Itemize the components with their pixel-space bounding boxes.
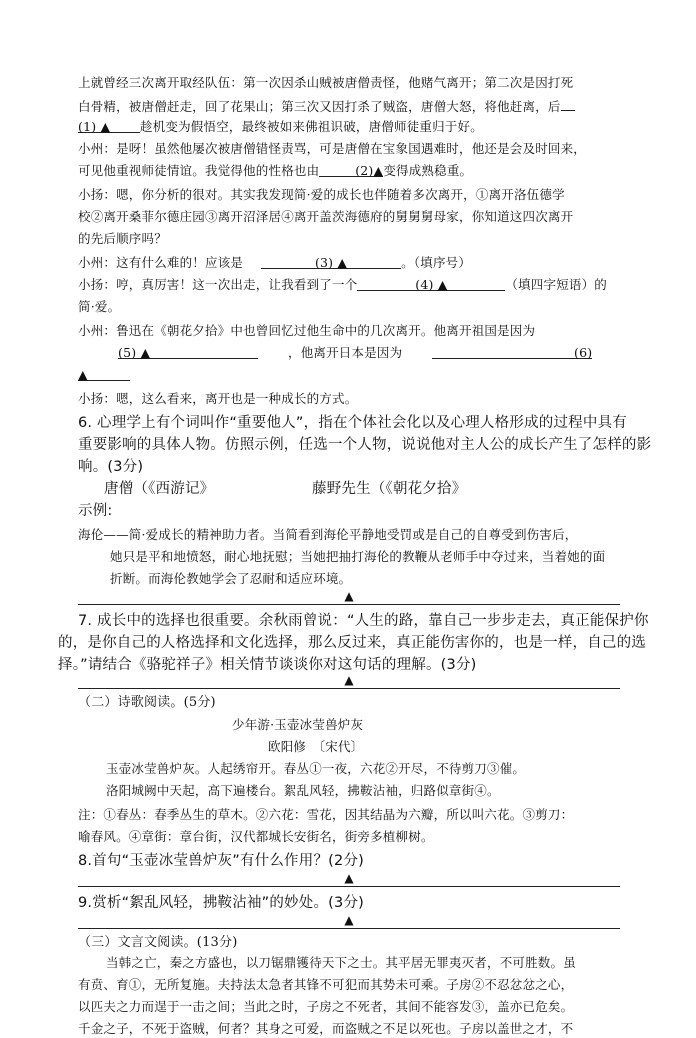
blank-6-continued[interactable]: ▲ [78, 366, 130, 381]
blank-1[interactable]: (1) ▲ [78, 118, 140, 133]
question-9-text: 9.赏析“絮乱风轻，拂鞍沾袖”的妙处。(3分) [78, 895, 364, 911]
option-tangseng[interactable]: 唐僧（《西游记》 [104, 481, 215, 497]
passage-line [78, 366, 130, 384]
passage-line: (5) ▲ ，他离开日本是因为 (6) [118, 345, 593, 360]
passage-line: 小州：是呀！虽然他屡次被唐僧错怪责骂，可是唐僧在宝象国遇难时，他还是会及时回来， [78, 141, 587, 156]
blank-2[interactable]: (2)▲ [319, 162, 383, 177]
blank-6[interactable]: (6) [432, 344, 592, 359]
passage-line: 白骨精，被唐僧赶走，回了花果山；第三次又因打杀了贼盗，唐僧大怒，将他赶离，后 [78, 96, 575, 116]
question-7-text: 的，是你自己的人格选择和文化选择，那么反过来，真正能伤害你的，也是一样，自己的选 [58, 635, 646, 651]
poem-verse: 玉壶冰莹兽炉灰。人起绣帘开。春丛①一夜，六花②开尽，不待剪刀③催。 [106, 761, 526, 776]
answer-line-7[interactable] [78, 688, 620, 689]
classical-text: 以匹夫之力而逞于一击之间；当此之时，子房之不死者，其间不能容发③，盖亦已危矣。 [78, 999, 574, 1014]
passage-line: 小州：鲁迅在《朝花夕拾》中也曾回忆过他生命中的几次离开。他离开祖国是因为 [78, 323, 536, 338]
passage-line: 小州：这有什么难的！应该是 (3) ▲ 。（填序号） [78, 255, 472, 270]
question-6-text: 响。(3分) [78, 459, 144, 475]
blank-4[interactable]: (4) ▲ [357, 276, 505, 291]
answer-line-8[interactable] [78, 886, 620, 887]
question-7-text: 7. 成长中的选择也很重要。余秋雨曾说：“人生的路，靠自己一步步走去，真正能保护你 [78, 613, 649, 629]
passage-line: 小扬：哼，真厉害！这一次出走，让我看到了一个 (4) ▲ （填四字短语）的 [78, 277, 608, 292]
question-7-text: 择。”请结合《骆驼祥子》相关情节谈谈你对这句话的理解。(3分) [58, 657, 477, 673]
answer-marker-7: ▲ [344, 673, 354, 687]
example-text: 海伦——简·爱成长的精神助力者。当简看到海伦平静地受罚或是自己的自尊受到伤害后， [78, 527, 578, 542]
question-6-text: 6. 心理学上有个词叫作“重要他人”，指在个体社会化以及心理人格形成的过程中具有 [78, 415, 627, 431]
example-label: 示例: [78, 503, 113, 519]
poetry-section-heading: （二）诗歌阅读。(5分) [78, 695, 216, 710]
answer-line-6[interactable] [78, 604, 620, 605]
passage-line: 小扬：嗯，你分析的很对。其实我发现简·爱的成长也伴随着多次离开，①离开洛伍德学 [78, 187, 565, 202]
passage-line: (1) ▲ 趁机变为假悟空，最终被如来佛祖识破，唐僧师徒重归于好。 [78, 119, 483, 134]
classical-text: 千金之子，不死于盗贼，何者？其身之可爱，而盗贼之不足以死也。子房以盖世之才，不 [78, 1021, 574, 1036]
answer-marker-8: ▲ [344, 871, 354, 885]
option-fujino[interactable]: 藤野先生（《朝花夕拾》 [312, 481, 467, 497]
blank-line [561, 96, 575, 111]
passage-line: 可见他重视师徒情谊。我觉得他的性格也由 (2)▲变得成熟稳重。 [78, 163, 473, 178]
poem-notes: 注：①春丛：春季丛生的草木。②六花：雪花，因其结晶为六瓣，所以叫六花。③剪刀： [78, 807, 574, 822]
example-text: 她只是平和地愤怒，耐心地抚慰；当她把抽打海伦的教鞭从老师手中夺过来，当着她的面 [110, 549, 606, 564]
passage-line: 的先后顺序吗？ [78, 231, 167, 246]
passage-line: 上就曾经三次离开取经队伍：第一次因杀山贼被唐僧责怪，他赌气离开；第二次是因打死 [78, 75, 574, 90]
passage-line: 简·爱。 [78, 299, 121, 314]
classical-section-heading: （三）文言文阅读。(13分) [78, 935, 238, 950]
poem-verse: 洛阳城阙中天起，高下遍楼台。絮乱风轻，拂鞍沾袖，归路似章街④。 [106, 783, 500, 798]
question-8-text: 8.首句“玉壶冰莹兽炉灰”有什么作用？(2分) [78, 853, 364, 869]
answer-line-9[interactable] [78, 928, 620, 929]
poem-title: 少年游·玉壶冰莹兽炉灰 [232, 717, 364, 732]
blank-5[interactable]: (5) ▲ [118, 344, 258, 359]
poem-notes: 喻春风。④章街：章台街，汉代都城长安街名，街旁多植柳树。 [78, 829, 434, 844]
classical-text: 当韩之亡，秦之方盛也，以刀锯鼎镬待天下之士。其平居无罪夷灭者，不可胜数。虽 [106, 955, 576, 970]
poem-author: 欧阳修 〔宋代〕 [268, 739, 364, 754]
passage-line: 校②离开桑菲尔德庄园③离开沼泽居④离开盖茨海德府的舅舅舅母家，你知道这四次离开 [78, 209, 574, 224]
question-6-text: 重要影响的具体人物。仿照示例，任选一个人物，说说他对主人公的成长产生了怎样的影 [78, 437, 652, 453]
classical-text: 有贲、育①，无所复施。夫持法太急者其锋不可犯而其势未可乘。子房②不忍忿忿之心， [78, 977, 574, 992]
answer-marker-9: ▲ [344, 913, 354, 927]
blank-3[interactable]: (3) ▲ [261, 254, 401, 269]
answer-marker-6: ▲ [344, 589, 354, 603]
passage-line: 小扬：嗯，这么看来，离开也是一种成长的方式。 [78, 391, 358, 406]
example-text: 折断。而海伦教她学会了忍耐和适应环境。 [110, 571, 352, 586]
